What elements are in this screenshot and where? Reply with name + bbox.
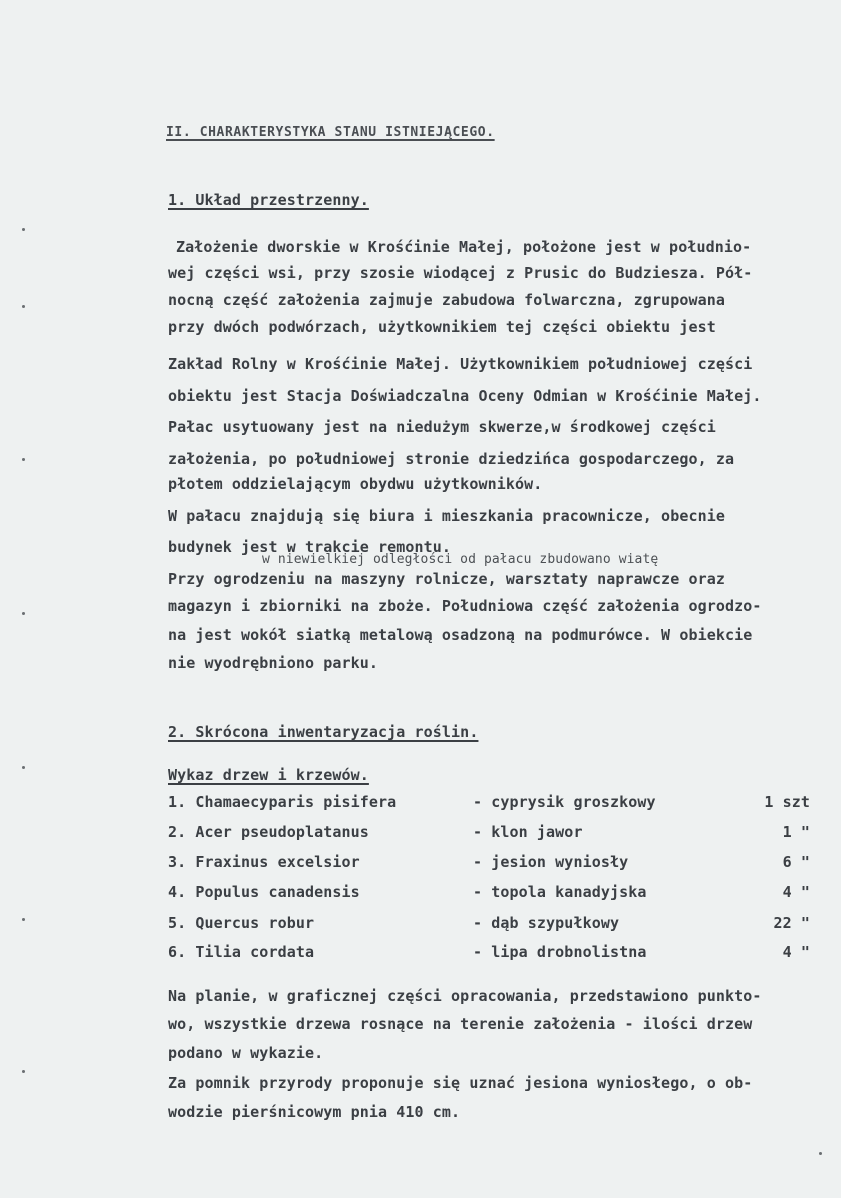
subsection-title: 2. Skrócona inwentaryzacja roślin. (168, 723, 479, 741)
text-line: Zakład Rolny w Krośćinie Małej. Użytkownikiem południowej części (168, 355, 753, 373)
text-line: wo, wszystkie drzewa rosnące na terenie założenia - ilości drzew (168, 1015, 753, 1033)
margin-dot (22, 305, 25, 308)
count: 1 " (782, 823, 810, 841)
margin-dot (22, 1070, 25, 1073)
subsection-title: 1. Układ przestrzenny. (168, 191, 369, 209)
text-line: na jest wokół siatką metalową osadzoną na podmurówce. W obiekcie (168, 626, 753, 644)
text-line: Za pomnik przyrody proponuje się uznać jesiona wyniosłego, o ob- (168, 1074, 753, 1092)
count: 4 " (782, 883, 810, 901)
polish-name: - dąb szypułkowy (473, 914, 620, 932)
polish-name: - lipa drobnolistna (473, 943, 647, 961)
latin-name: 1. Chamaecyparis pisifera (168, 793, 397, 811)
text-line: podano w wykazie. (168, 1044, 324, 1062)
count: 6 " (782, 853, 810, 871)
latin-name: 4. Populus canadensis (168, 883, 360, 901)
text-line: budynek jest w trakcie remontu. (168, 538, 452, 556)
margin-dot (22, 458, 25, 461)
margin-dot (22, 766, 25, 769)
margin-dot (819, 1152, 822, 1155)
text-line: Na planie, w graficznej części opracowania, przedstawiono punkto- (168, 987, 762, 1005)
text-line: przy dwóch podwórzach, użytkownikiem tej części obiektu jest (168, 318, 716, 336)
text-line: założenia, po południowej stronie dziedzińca gospodarczego, za (168, 450, 735, 468)
text-line: wodzie pierśnicowym pnia 410 cm. (168, 1103, 461, 1121)
count: 1 szt (764, 793, 810, 811)
margin-dot (22, 612, 25, 615)
margin-dot (22, 228, 25, 231)
polish-name: - topola kanadyjska (473, 883, 647, 901)
latin-name: 5. Quercus robur (168, 914, 315, 932)
latin-name: 2. Acer pseudoplatanus (168, 823, 369, 841)
latin-name: 3. Fraxinus excelsior (168, 853, 360, 871)
text-line: W pałacu znajdują się biura i mieszkania pracownicze, obecnie (168, 507, 725, 525)
text-line: wej części wsi, przy szosie wiodącej z Prusic do Budziesza. Pół- (168, 264, 753, 282)
text-line: obiektu jest Stacja Doświadczalna Oceny Odmian w Krośćinie Małej. (168, 387, 762, 405)
count: 22 " (773, 914, 810, 932)
polish-name: - jesion wyniosły (473, 853, 629, 871)
list-heading: Wykaz drzew i krzewów. (168, 766, 369, 784)
text-line: magazyn i zbiorniki na zboże. Południowa część założenia ogrodzo- (168, 597, 762, 615)
polish-name: - cyprysik groszkowy (473, 793, 656, 811)
margin-dot (22, 918, 25, 921)
section-title: II. CHARAKTERYSTYKA STANU ISTNIEJĄCEGO. (166, 125, 495, 140)
count: 4 " (782, 943, 810, 961)
text-line: Pałac usytuowany jest na niedużym skwerze,w środkowej części (168, 418, 716, 436)
handwritten-insertion: w niewielkiej odległości od pałacu zbudowano wiatę (262, 552, 659, 567)
text-line: nie wyodrębniono parku. (168, 654, 379, 672)
text-line: płotem oddzielającym obydwu użytkowników. (168, 475, 543, 493)
text-line: Założenie dworskie w Krośćinie Małej, położone jest w południo- (176, 238, 752, 256)
polish-name: - klon jawor (473, 823, 583, 841)
text-line: Przy ogrodzeniu na maszyny rolnicze, warsztaty naprawcze oraz (168, 570, 725, 588)
latin-name: 6. Tilia cordata (168, 943, 315, 961)
text-line: nocną część założenia zajmuje zabudowa folwarczna, zgrupowana (168, 291, 725, 309)
